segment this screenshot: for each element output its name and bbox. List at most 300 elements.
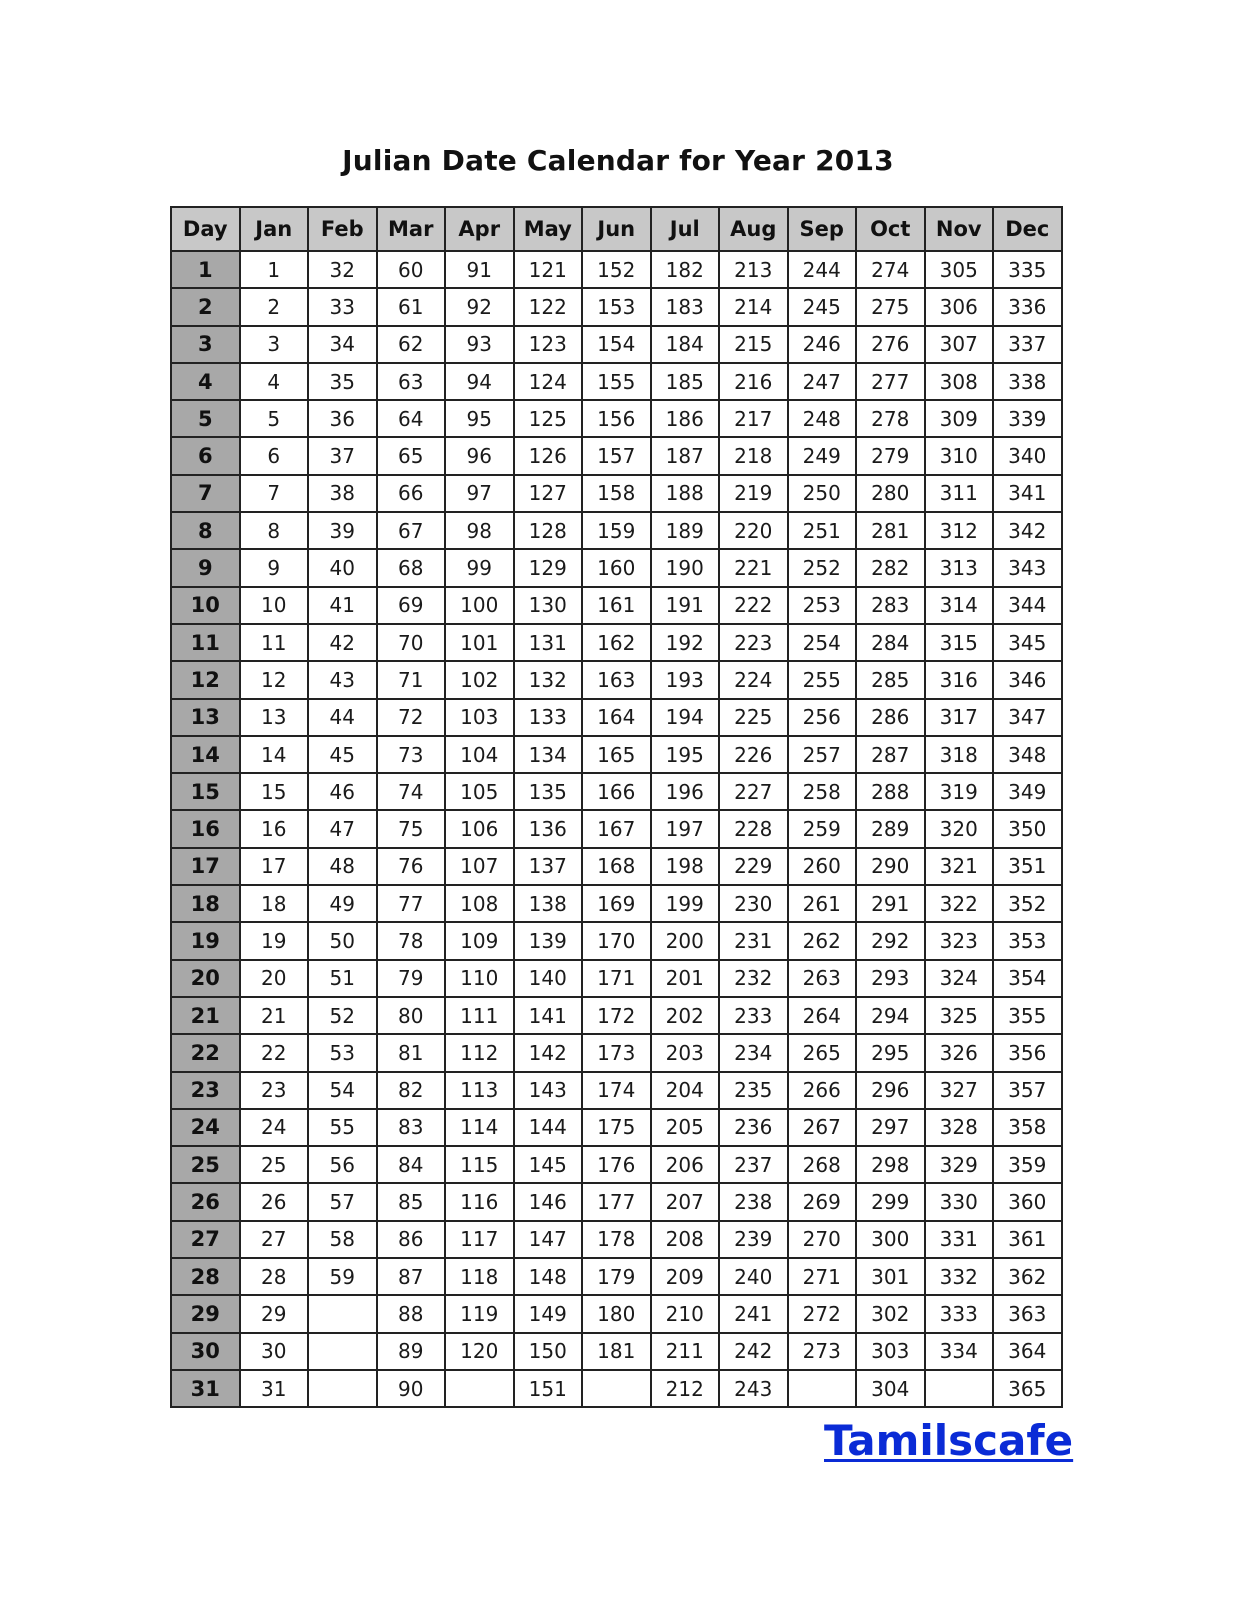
julian-day-cell: 229 [719, 848, 788, 885]
julian-day-cell: 36 [308, 400, 377, 437]
julian-day-cell: 106 [445, 810, 514, 847]
julian-day-cell: 32 [308, 251, 377, 288]
julian-day-cell: 247 [788, 363, 857, 400]
julian-day-cell: 104 [445, 736, 514, 773]
julian-day-cell: 356 [993, 1034, 1062, 1071]
julian-day-cell: 75 [377, 810, 446, 847]
julian-day-cell: 264 [788, 997, 857, 1034]
julian-day-cell: 189 [651, 512, 720, 549]
table-row [171, 848, 1062, 885]
julian-day-cell: 328 [925, 1109, 994, 1146]
julian-day-cell: 319 [925, 773, 994, 810]
julian-day-cell: 257 [788, 736, 857, 773]
julian-day-cell: 93 [445, 326, 514, 363]
day-number: 6 [171, 437, 240, 474]
julian-day-cell: 241 [719, 1295, 788, 1332]
julian-day-cell: 207 [651, 1183, 720, 1220]
julian-day-cell: 316 [925, 661, 994, 698]
julian-day-cell: 74 [377, 773, 446, 810]
julian-day-cell: 66 [377, 475, 446, 512]
julian-day-cell: 183 [651, 288, 720, 325]
julian-day-cell: 358 [993, 1109, 1062, 1146]
julian-day-cell: 127 [514, 475, 583, 512]
julian-day-cell: 158 [582, 475, 651, 512]
julian-day-cell: 62 [377, 326, 446, 363]
julian-day-cell: 273 [788, 1333, 857, 1370]
julian-day-cell: 38 [308, 475, 377, 512]
julian-day-cell: 188 [651, 475, 720, 512]
julian-day-cell: 134 [514, 736, 583, 773]
julian-day-cell: 314 [925, 587, 994, 624]
header-month: Dec [993, 207, 1062, 251]
day-number: 9 [171, 549, 240, 586]
julian-day-cell: 141 [514, 997, 583, 1034]
julian-day-cell: 282 [856, 549, 925, 586]
julian-day-cell: 44 [308, 699, 377, 736]
julian-day-cell: 7 [240, 475, 309, 512]
julian-day-cell: 338 [993, 363, 1062, 400]
header-month: Sep [788, 207, 857, 251]
julian-day-cell: 231 [719, 922, 788, 959]
julian-day-cell: 153 [582, 288, 651, 325]
header-month: Mar [377, 207, 446, 251]
julian-day-cell: 359 [993, 1146, 1062, 1183]
julian-day-cell: 84 [377, 1146, 446, 1183]
julian-day-cell: 161 [582, 587, 651, 624]
julian-day-cell: 70 [377, 624, 446, 661]
julian-day-cell: 270 [788, 1221, 857, 1258]
julian-day-cell: 277 [856, 363, 925, 400]
day-number: 18 [171, 885, 240, 922]
julian-day-cell: 339 [993, 400, 1062, 437]
table-row [171, 251, 1062, 288]
header-month: Jun [582, 207, 651, 251]
julian-day-cell: 205 [651, 1109, 720, 1146]
julian-day-cell: 83 [377, 1109, 446, 1146]
julian-day-cell: 144 [514, 1109, 583, 1146]
julian-day-cell: 286 [856, 699, 925, 736]
julian-day-cell: 234 [719, 1034, 788, 1071]
julian-day-cell: 245 [788, 288, 857, 325]
julian-day-cell [925, 1370, 994, 1407]
julian-day-cell: 342 [993, 512, 1062, 549]
julian-day-cell: 225 [719, 699, 788, 736]
table-row [171, 363, 1062, 400]
julian-day-cell: 143 [514, 1072, 583, 1109]
julian-day-cell: 216 [719, 363, 788, 400]
julian-day-cell: 252 [788, 549, 857, 586]
day-number: 3 [171, 326, 240, 363]
julian-day-cell: 18 [240, 885, 309, 922]
julian-day-cell: 13 [240, 699, 309, 736]
table-row [171, 922, 1062, 959]
julian-day-cell: 284 [856, 624, 925, 661]
julian-day-cell: 239 [719, 1221, 788, 1258]
julian-day-cell: 235 [719, 1072, 788, 1109]
julian-day-cell: 142 [514, 1034, 583, 1071]
julian-day-cell: 354 [993, 960, 1062, 997]
header-month: Jan [240, 207, 309, 251]
julian-day-cell: 87 [377, 1258, 446, 1295]
julian-day-cell: 98 [445, 512, 514, 549]
julian-day-cell: 166 [582, 773, 651, 810]
header-row [171, 207, 1062, 251]
julian-day-cell: 215 [719, 326, 788, 363]
julian-day-cell: 213 [719, 251, 788, 288]
julian-day-cell: 346 [993, 661, 1062, 698]
julian-day-cell: 33 [308, 288, 377, 325]
table-row [171, 1109, 1062, 1146]
table-row [171, 1258, 1062, 1295]
julian-day-cell: 244 [788, 251, 857, 288]
julian-day-cell: 130 [514, 587, 583, 624]
julian-day-cell: 64 [377, 400, 446, 437]
julian-day-cell: 263 [788, 960, 857, 997]
julian-day-cell: 349 [993, 773, 1062, 810]
julian-day-cell: 171 [582, 960, 651, 997]
julian-day-cell: 232 [719, 960, 788, 997]
table-row [171, 1221, 1062, 1258]
julian-day-cell: 218 [719, 437, 788, 474]
julian-day-cell: 268 [788, 1146, 857, 1183]
julian-day-cell: 290 [856, 848, 925, 885]
julian-day-cell: 243 [719, 1370, 788, 1407]
julian-day-cell: 291 [856, 885, 925, 922]
julian-day-cell: 178 [582, 1221, 651, 1258]
julian-day-cell: 145 [514, 1146, 583, 1183]
julian-day-cell: 137 [514, 848, 583, 885]
julian-day-cell: 259 [788, 810, 857, 847]
julian-day-cell: 347 [993, 699, 1062, 736]
julian-day-cell: 150 [514, 1333, 583, 1370]
julian-day-cell: 73 [377, 736, 446, 773]
table-row [171, 960, 1062, 997]
julian-day-cell: 41 [308, 587, 377, 624]
julian-day-cell: 253 [788, 587, 857, 624]
table-row [171, 326, 1062, 363]
julian-day-cell: 181 [582, 1333, 651, 1370]
julian-day-cell: 23 [240, 1072, 309, 1109]
julian-day-cell: 177 [582, 1183, 651, 1220]
julian-day-cell: 288 [856, 773, 925, 810]
julian-day-cell: 78 [377, 922, 446, 959]
julian-day-cell: 9 [240, 549, 309, 586]
julian-day-cell: 331 [925, 1221, 994, 1258]
julian-day-cell: 42 [308, 624, 377, 661]
julian-day-cell: 285 [856, 661, 925, 698]
julian-day-cell: 152 [582, 251, 651, 288]
julian-day-cell: 154 [582, 326, 651, 363]
julian-day-cell: 301 [856, 1258, 925, 1295]
julian-day-cell [788, 1370, 857, 1407]
julian-day-cell: 56 [308, 1146, 377, 1183]
julian-day-cell: 214 [719, 288, 788, 325]
julian-day-cell: 89 [377, 1333, 446, 1370]
julian-day-cell: 122 [514, 288, 583, 325]
julian-day-cell: 25 [240, 1146, 309, 1183]
julian-day-cell: 123 [514, 326, 583, 363]
julian-day-cell: 267 [788, 1109, 857, 1146]
header-month: May [514, 207, 583, 251]
julian-day-cell: 69 [377, 587, 446, 624]
day-number: 23 [171, 1072, 240, 1109]
julian-day-cell: 311 [925, 475, 994, 512]
julian-day-cell: 136 [514, 810, 583, 847]
julian-day-cell: 76 [377, 848, 446, 885]
day-number: 29 [171, 1295, 240, 1332]
julian-day-cell: 1 [240, 251, 309, 288]
day-number: 13 [171, 699, 240, 736]
header-month: Jul [651, 207, 720, 251]
julian-day-cell: 343 [993, 549, 1062, 586]
julian-day-cell: 179 [582, 1258, 651, 1295]
julian-day-cell: 287 [856, 736, 925, 773]
julian-day-cell: 111 [445, 997, 514, 1034]
julian-day-cell: 318 [925, 736, 994, 773]
day-number: 31 [171, 1370, 240, 1407]
julian-day-cell: 170 [582, 922, 651, 959]
julian-day-cell: 82 [377, 1072, 446, 1109]
julian-day-cell: 86 [377, 1221, 446, 1258]
julian-day-cell: 236 [719, 1109, 788, 1146]
table-row [171, 1370, 1062, 1407]
julian-day-cell: 68 [377, 549, 446, 586]
julian-day-cell: 92 [445, 288, 514, 325]
julian-day-cell: 275 [856, 288, 925, 325]
julian-day-cell: 88 [377, 1295, 446, 1332]
julian-day-cell: 193 [651, 661, 720, 698]
julian-day-cell: 361 [993, 1221, 1062, 1258]
header-month: Aug [719, 207, 788, 251]
julian-day-cell: 315 [925, 624, 994, 661]
julian-day-cell: 53 [308, 1034, 377, 1071]
julian-day-cell: 305 [925, 251, 994, 288]
julian-day-cell: 297 [856, 1109, 925, 1146]
julian-day-cell: 14 [240, 736, 309, 773]
table-row [171, 810, 1062, 847]
julian-day-cell: 118 [445, 1258, 514, 1295]
julian-day-cell: 249 [788, 437, 857, 474]
header-month: Apr [445, 207, 514, 251]
julian-day-cell: 324 [925, 960, 994, 997]
julian-day-cell: 126 [514, 437, 583, 474]
julian-day-cell: 30 [240, 1333, 309, 1370]
julian-day-cell: 34 [308, 326, 377, 363]
julian-day-cell: 327 [925, 1072, 994, 1109]
day-number: 20 [171, 960, 240, 997]
julian-day-cell: 160 [582, 549, 651, 586]
table-row [171, 288, 1062, 325]
julian-day-cell: 240 [719, 1258, 788, 1295]
julian-day-cell: 210 [651, 1295, 720, 1332]
julian-day-cell: 149 [514, 1295, 583, 1332]
julian-day-cell: 233 [719, 997, 788, 1034]
julian-day-cell: 184 [651, 326, 720, 363]
julian-day-cell: 43 [308, 661, 377, 698]
julian-day-cell: 77 [377, 885, 446, 922]
julian-day-cell: 49 [308, 885, 377, 922]
julian-day-cell: 272 [788, 1295, 857, 1332]
day-number: 10 [171, 587, 240, 624]
julian-day-cell [308, 1370, 377, 1407]
julian-day-cell: 337 [993, 326, 1062, 363]
julian-day-cell: 22 [240, 1034, 309, 1071]
julian-day-cell: 330 [925, 1183, 994, 1220]
julian-day-cell: 173 [582, 1034, 651, 1071]
julian-day-cell: 248 [788, 400, 857, 437]
julian-day-cell: 11 [240, 624, 309, 661]
julian-day-cell: 162 [582, 624, 651, 661]
julian-day-cell: 50 [308, 922, 377, 959]
julian-day-cell: 310 [925, 437, 994, 474]
julian-day-cell: 167 [582, 810, 651, 847]
table-row [171, 624, 1062, 661]
julian-day-cell: 321 [925, 848, 994, 885]
julian-day-cell: 329 [925, 1146, 994, 1183]
julian-day-cell: 31 [240, 1370, 309, 1407]
julian-day-cell: 129 [514, 549, 583, 586]
julian-day-cell: 124 [514, 363, 583, 400]
julian-day-cell: 71 [377, 661, 446, 698]
julian-day-cell: 209 [651, 1258, 720, 1295]
julian-day-cell: 353 [993, 922, 1062, 959]
julian-day-cell: 156 [582, 400, 651, 437]
julian-day-cell: 323 [925, 922, 994, 959]
julian-day-cell: 266 [788, 1072, 857, 1109]
julian-day-cell: 334 [925, 1333, 994, 1370]
julian-day-cell: 157 [582, 437, 651, 474]
table-row [171, 1295, 1062, 1332]
julian-day-cell: 116 [445, 1183, 514, 1220]
day-number: 21 [171, 997, 240, 1034]
julian-day-cell: 174 [582, 1072, 651, 1109]
julian-day-cell: 15 [240, 773, 309, 810]
table-row [171, 475, 1062, 512]
julian-day-cell: 120 [445, 1333, 514, 1370]
julian-day-cell: 96 [445, 437, 514, 474]
table-row [171, 699, 1062, 736]
julian-day-cell: 312 [925, 512, 994, 549]
day-number: 16 [171, 810, 240, 847]
header-month: Oct [856, 207, 925, 251]
julian-day-cell: 265 [788, 1034, 857, 1071]
julian-day-cell: 254 [788, 624, 857, 661]
julian-day-cell: 221 [719, 549, 788, 586]
day-number: 14 [171, 736, 240, 773]
julian-day-cell: 10 [240, 587, 309, 624]
julian-day-cell: 295 [856, 1034, 925, 1071]
julian-day-cell: 28 [240, 1258, 309, 1295]
julian-day-cell: 57 [308, 1183, 377, 1220]
julian-day-cell: 45 [308, 736, 377, 773]
julian-day-cell: 336 [993, 288, 1062, 325]
julian-day-cell: 159 [582, 512, 651, 549]
julian-day-cell: 168 [582, 848, 651, 885]
julian-day-cell: 103 [445, 699, 514, 736]
julian-day-cell: 112 [445, 1034, 514, 1071]
julian-day-cell: 24 [240, 1109, 309, 1146]
julian-day-cell: 303 [856, 1333, 925, 1370]
table-body [171, 251, 1062, 1407]
julian-day-cell: 132 [514, 661, 583, 698]
day-number: 4 [171, 363, 240, 400]
table-row [171, 1146, 1062, 1183]
julian-day-cell: 37 [308, 437, 377, 474]
table-row [171, 549, 1062, 586]
brand-link[interactable]: Tamilscafe [824, 1416, 1074, 1465]
julian-day-cell: 309 [925, 400, 994, 437]
julian-day-cell: 97 [445, 475, 514, 512]
julian-day-cell: 19 [240, 922, 309, 959]
julian-day-cell [308, 1333, 377, 1370]
julian-day-cell: 276 [856, 326, 925, 363]
table-row [171, 437, 1062, 474]
julian-day-cell: 238 [719, 1183, 788, 1220]
table-row [171, 661, 1062, 698]
julian-day-cell: 46 [308, 773, 377, 810]
page-title: Julian Date Calendar for Year 2013 [342, 144, 894, 177]
julian-day-cell: 280 [856, 475, 925, 512]
julian-day-cell: 197 [651, 810, 720, 847]
julian-day-cell: 182 [651, 251, 720, 288]
julian-day-cell: 63 [377, 363, 446, 400]
julian-day-cell: 94 [445, 363, 514, 400]
julian-day-cell: 204 [651, 1072, 720, 1109]
julian-day-cell: 151 [514, 1370, 583, 1407]
julian-day-cell: 320 [925, 810, 994, 847]
julian-day-cell: 227 [719, 773, 788, 810]
julian-day-cell: 212 [651, 1370, 720, 1407]
julian-day-cell: 12 [240, 661, 309, 698]
julian-day-cell: 250 [788, 475, 857, 512]
julian-day-cell: 190 [651, 549, 720, 586]
table-row [171, 587, 1062, 624]
julian-day-cell: 51 [308, 960, 377, 997]
julian-day-cell: 355 [993, 997, 1062, 1034]
table-row [171, 400, 1062, 437]
julian-day-cell: 230 [719, 885, 788, 922]
table-row [171, 512, 1062, 549]
julian-day-cell: 341 [993, 475, 1062, 512]
julian-day-cell: 58 [308, 1221, 377, 1258]
day-number: 1 [171, 251, 240, 288]
julian-day-cell: 352 [993, 885, 1062, 922]
julian-day-cell: 201 [651, 960, 720, 997]
julian-day-cell: 306 [925, 288, 994, 325]
julian-day-cell: 294 [856, 997, 925, 1034]
julian-day-cell: 95 [445, 400, 514, 437]
day-number: 17 [171, 848, 240, 885]
day-number: 25 [171, 1146, 240, 1183]
day-number: 5 [171, 400, 240, 437]
julian-day-cell: 155 [582, 363, 651, 400]
julian-day-cell: 298 [856, 1146, 925, 1183]
header-day: Day [171, 207, 240, 251]
julian-day-cell: 322 [925, 885, 994, 922]
julian-day-cell: 246 [788, 326, 857, 363]
julian-day-cell [582, 1370, 651, 1407]
day-number: 30 [171, 1333, 240, 1370]
julian-day-cell: 4 [240, 363, 309, 400]
julian-day-cell: 228 [719, 810, 788, 847]
day-number: 2 [171, 288, 240, 325]
julian-day-cell: 289 [856, 810, 925, 847]
julian-day-cell: 281 [856, 512, 925, 549]
julian-day-cell: 108 [445, 885, 514, 922]
julian-day-cell: 300 [856, 1221, 925, 1258]
julian-day-cell: 365 [993, 1370, 1062, 1407]
julian-day-cell: 199 [651, 885, 720, 922]
